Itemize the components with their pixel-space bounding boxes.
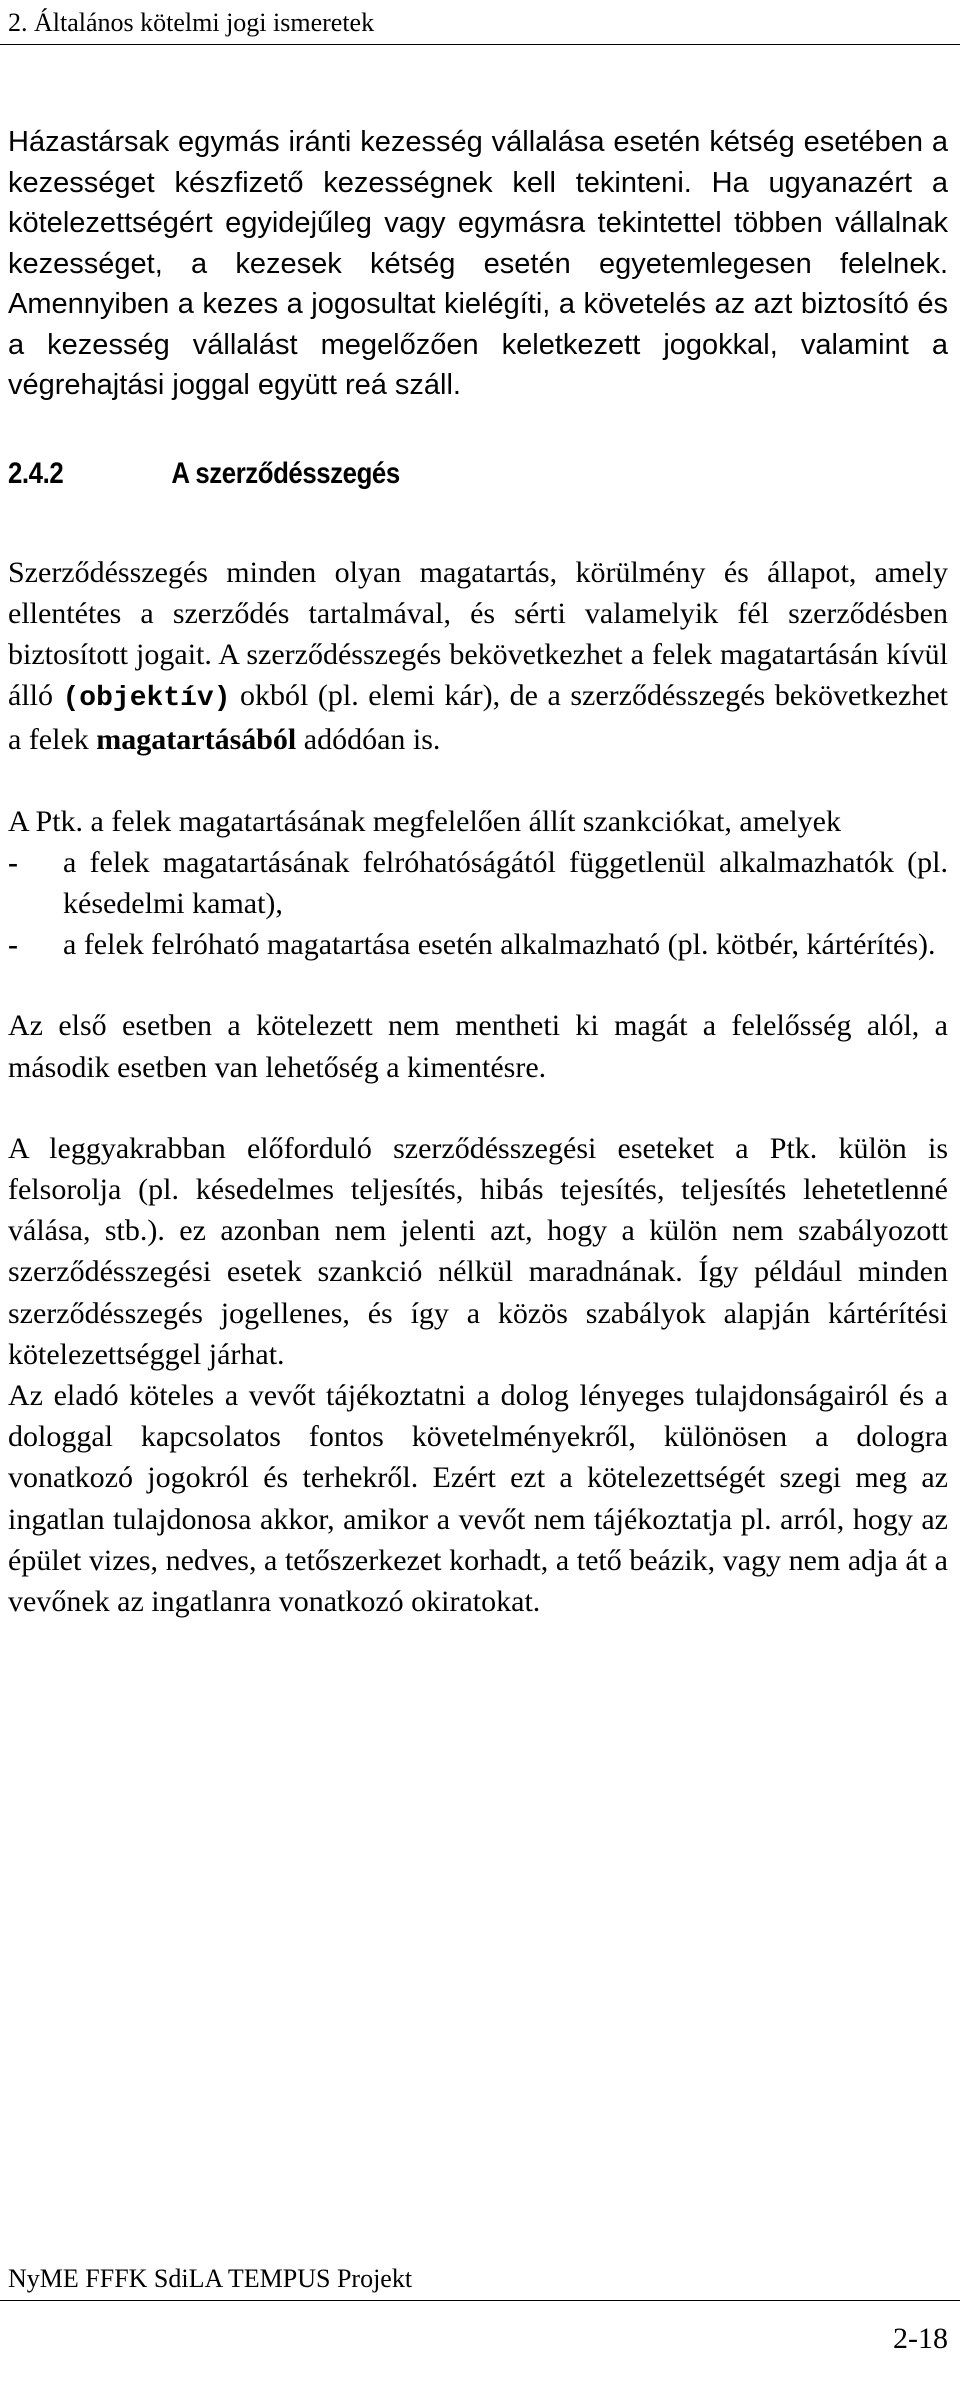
section-title: A szerződésszegés [171,456,400,490]
emphasis-objective: (objektív) [62,683,231,715]
bullet-dash: - [8,928,18,962]
paragraph-common-cases: A leggyakrabban előforduló szerződésszegési eseteket a Ptk. külön is felsorolja (pl. késedelmes teljesítés, hibás tejesítés, teljesítés lehetetlenné válása, stb.). ez azonban nem jelenti azt, hogy a külön nem szabályozott szerződésszegési esetek szankció nélkül maradnának. Így például minden szerződésszegés jogellenes, és így a közös szabályok alapján kártérítési kötelezettséggel járhat. [8,1131,948,1371]
bullet-dash: - [8,845,18,879]
list-item [8,924,948,965]
header-divider [0,44,960,45]
paragraph-breach-definition [8,552,948,761]
section-heading [8,454,816,494]
section-number: 2.4.2 [8,456,64,490]
text-span: Szerződésszegés minden olyan magatartás, körülmény és állapot, amely ellentétes a szerződés tartalmával, és sérti valamelyik fél szerződésben biztosított jogait. A szerződésszegés bekövetkezhet a felek magatartásán kívül álló [8,555,948,713]
list-item-text: a felek magatartásának felróhatóságától függetlenül alkalmazhatók (pl. késedelmi kamat), [63,845,948,920]
paragraph-suretyship: Házastársak egymás iránti kezesség vállalása esetén kétség esetében a kezességet készfizető kezességnek kell tekinteni. Ha ugyanazért a kötelezettségért egyidejűleg vagy egymásra tekintettel többen vállalnak kezességet, a kezesek kétség esetén egyetemlegesen felelnek. Amennyiben a kezes a jogosultat kielégíti, a követelés az azt biztosító és a kezesség vállalást megelőzően keletkezett jogokkal, valamint a végrehajtási joggal együtt reá száll. [8,126,948,401]
page-number: 2-18 [893,2322,948,2355]
text-span: okból (pl. elemi kár), de a szerződésszegés bekövetkezhet a felek [8,679,948,757]
paragraph-exculpation: Az első esetben a kötelezett nem mentheti ki magát a felelősség alól, a második esetben van lehetőség a kimentésre. [8,1009,948,1084]
page-body [8,122,948,1622]
running-header: 2. Általános kötelmi jogi ismeretek [8,8,375,37]
paragraph-sanctions-intro: A Ptk. a felek magatartásának megfelelően állít szankciókat, amelyek [8,804,841,838]
sanctions-list [8,842,948,966]
text-span: adódóan is. [296,723,441,757]
emphasis-conduct: magatartásából [96,723,297,757]
footer-divider [0,2300,960,2301]
list-item [8,842,948,924]
footer-project: NyME FFFK SdiLA TEMPUS Projekt [8,2264,413,2293]
paragraph-seller-duty: Az eladó köteles a vevőt tájékoztatni a dolog lényeges tulajdonságairól és a dologgal kapcsolatos fontos követelményekről, különösen a dologra vonatkozó jogokról és terhekről. Ezért ezt a kötelezettségét szegi meg az ingatlan tulajdonosa akkor, amikor a vevőt nem tájékoztatja pl. arról, hogy az épület vizes, nedves, a tetőszerkezet korhadt, a tető beázik, vagy nem adja át a vevőnek az ingatlanra vonatkozó okiratokat. [8,1378,948,1618]
list-item-text: a felek felróható magatartása esetén alkalmazható (pl. kötbér, kártérítés). [63,928,936,962]
